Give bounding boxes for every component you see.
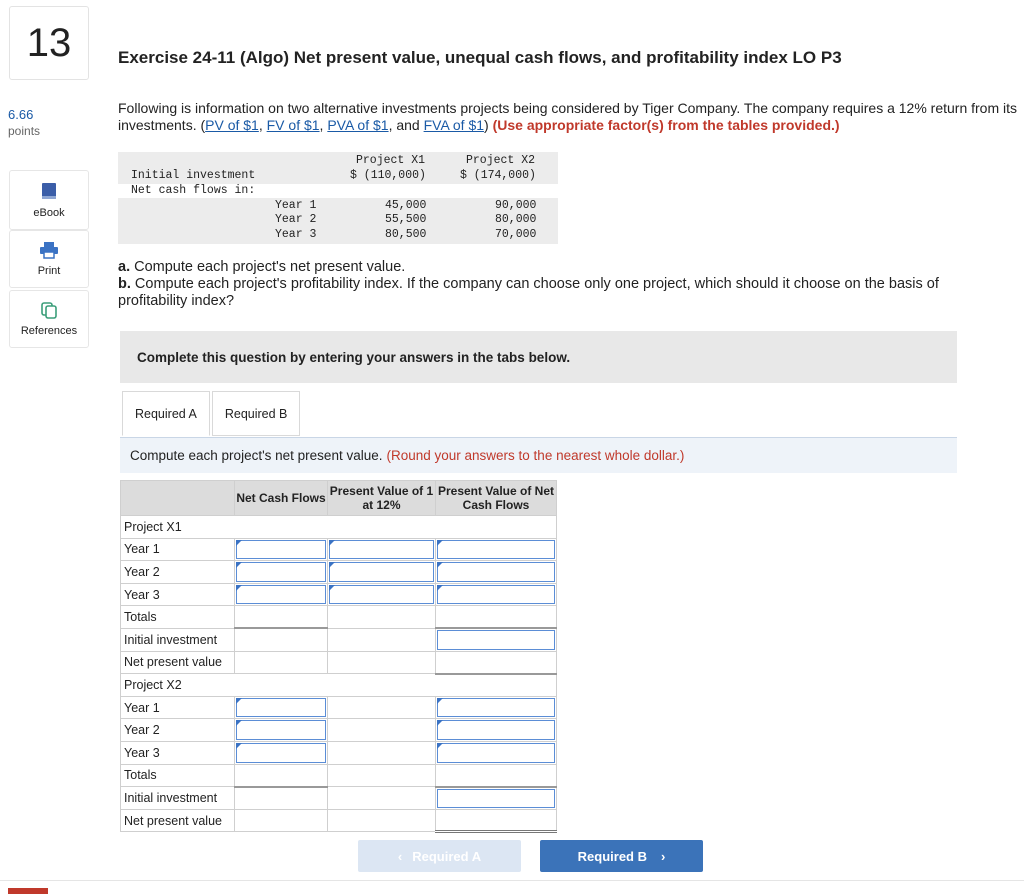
tab-required-a[interactable]: Required A (122, 391, 210, 436)
prev-required-a-button[interactable] (358, 840, 521, 872)
references-label: References (20, 325, 78, 337)
row-label: Project X2 (121, 674, 235, 697)
sep-2: , (319, 117, 328, 133)
chevron-right-icon: › (661, 848, 666, 864)
table-row (121, 516, 557, 539)
initial-investment-input[interactable] (436, 628, 557, 651)
row-label: Year 1 (121, 538, 235, 561)
x2-value: 80,000 (495, 213, 537, 226)
given-data-table (118, 152, 558, 246)
intro-text (118, 100, 1018, 134)
intro-text-2: ) (484, 117, 493, 133)
bottom-red-marker (8, 888, 48, 894)
intro-text-1: Following is information on two alternative investments projects being considered by Tiger Company. The company requires a 12% return from its investments. ( (118, 100, 1018, 133)
row-label: Project X1 (121, 516, 235, 539)
next-required-b-button[interactable] (540, 840, 703, 872)
pv-factor-input[interactable] (328, 583, 436, 606)
table-row (121, 583, 557, 606)
pv-cash-flow-input[interactable] (436, 696, 557, 719)
net-cash-label: Net cash flows in: (131, 184, 256, 197)
pv-factor-input[interactable] (328, 538, 436, 561)
questions (118, 259, 1008, 310)
net-cash-flow-input[interactable] (235, 696, 328, 719)
x1-value: 80,500 (385, 228, 427, 241)
header-pv-factor: Present Value of 1 at 12% (328, 481, 436, 516)
tab-bar (122, 391, 302, 437)
table-row (121, 696, 557, 719)
initial-label: Initial investment (131, 169, 256, 182)
table-row (121, 651, 557, 674)
header-net-cash-flows: Net Cash Flows (235, 481, 328, 516)
question-b: b. Compute each project's profitability index. If the company can choose only one project, which should it choose on the basis of profitability index? (118, 276, 939, 309)
points-label: points (8, 124, 41, 138)
question-number: 13 (9, 6, 89, 80)
row-label: Year 2 (121, 561, 235, 584)
references-button[interactable] (9, 290, 89, 348)
table-row (121, 674, 557, 697)
table-row (121, 538, 557, 561)
row-label: Net present value (121, 809, 235, 832)
table-header-row (121, 481, 557, 516)
table-row (121, 561, 557, 584)
row-label: Year 1 (121, 696, 235, 719)
pv-link[interactable]: PV of $1 (205, 117, 259, 133)
net-cash-flow-input[interactable] (235, 741, 328, 764)
table-row (121, 606, 557, 629)
initial-x2: $ (174,000) (460, 169, 536, 182)
x2-value: 90,000 (495, 199, 537, 212)
x2-value: 70,000 (495, 228, 537, 241)
fva-link[interactable]: FVA of $1 (423, 117, 485, 133)
net-cash-flow-input[interactable] (235, 583, 328, 606)
net-cash-flow-input[interactable] (235, 719, 328, 742)
pva-link[interactable]: PVA of $1 (327, 117, 389, 133)
row-label: Year 3 (121, 583, 235, 606)
ebook-label: eBook (33, 207, 65, 219)
points-value: 6.66 (8, 107, 34, 122)
row-label: Year 3 (121, 741, 235, 764)
references-icon (40, 301, 58, 319)
points-display (8, 107, 40, 138)
instruction-red: (Use appropriate factor(s) from the tables provided.) (492, 117, 840, 133)
rounding-note: (Round your answers to the nearest whole dollar.) (386, 448, 685, 463)
print-button[interactable] (9, 230, 89, 288)
x1-value: 45,000 (385, 199, 427, 212)
print-label: Print (37, 265, 61, 277)
pv-cash-flow-input[interactable] (436, 741, 557, 764)
x1-value: 55,500 (385, 213, 427, 226)
table-row (121, 787, 557, 810)
net-cash-flow-input[interactable] (235, 538, 328, 561)
npv-table (120, 480, 557, 833)
instruction-text: Compute each project's net present value. (130, 448, 383, 463)
year-label: Year 3 (275, 228, 317, 241)
instructions-banner: Complete this question by entering your answers in the tabs below. (120, 331, 957, 383)
sep-1: , (258, 117, 267, 133)
table-row (121, 741, 557, 764)
prev-label: Required A (412, 848, 482, 864)
row-label: Initial investment (121, 787, 235, 810)
next-label: Required B (577, 848, 647, 864)
fv-link[interactable]: FV of $1 (266, 117, 320, 133)
header-pv-cash-flows: Present Value of Net Cash Flows (436, 481, 557, 516)
row-label: Totals (121, 606, 235, 629)
book-icon (39, 181, 59, 201)
printer-icon (39, 241, 59, 259)
pv-cash-flow-input[interactable] (436, 561, 557, 584)
table-row (121, 764, 557, 787)
row-label: Initial investment (121, 628, 235, 651)
net-cash-flow-input[interactable] (235, 561, 328, 584)
year-label: Year 2 (275, 213, 317, 226)
row-label: Net present value (121, 651, 235, 674)
exercise-title: Exercise 24-11 (Algo) Net present value, unequal cash flows, and profitability index LO P3 (118, 48, 842, 67)
pv-factor-input[interactable] (328, 561, 436, 584)
pv-cash-flow-input[interactable] (436, 538, 557, 561)
tab-required-b[interactable]: Required B (212, 391, 301, 436)
initial-investment-input[interactable] (436, 787, 557, 810)
table-row (121, 719, 557, 742)
col-header-x2: Project X2 (466, 154, 536, 167)
table-row (121, 628, 557, 651)
pv-cash-flow-input[interactable] (436, 719, 557, 742)
sep-3: , and (388, 117, 424, 133)
year-label: Year 1 (275, 199, 317, 212)
ebook-button[interactable] (9, 170, 89, 230)
initial-x1: $ (110,000) (350, 169, 426, 182)
col-header-x1: Project X1 (356, 154, 426, 167)
row-label: Totals (121, 764, 235, 787)
table-row (121, 809, 557, 832)
question-a: a. Compute each project's net present value. (118, 259, 406, 275)
row-label: Year 2 (121, 719, 235, 742)
pv-cash-flow-input[interactable] (436, 583, 557, 606)
chevron-left-icon: ‹ (397, 848, 403, 864)
tab-instruction (120, 438, 957, 473)
